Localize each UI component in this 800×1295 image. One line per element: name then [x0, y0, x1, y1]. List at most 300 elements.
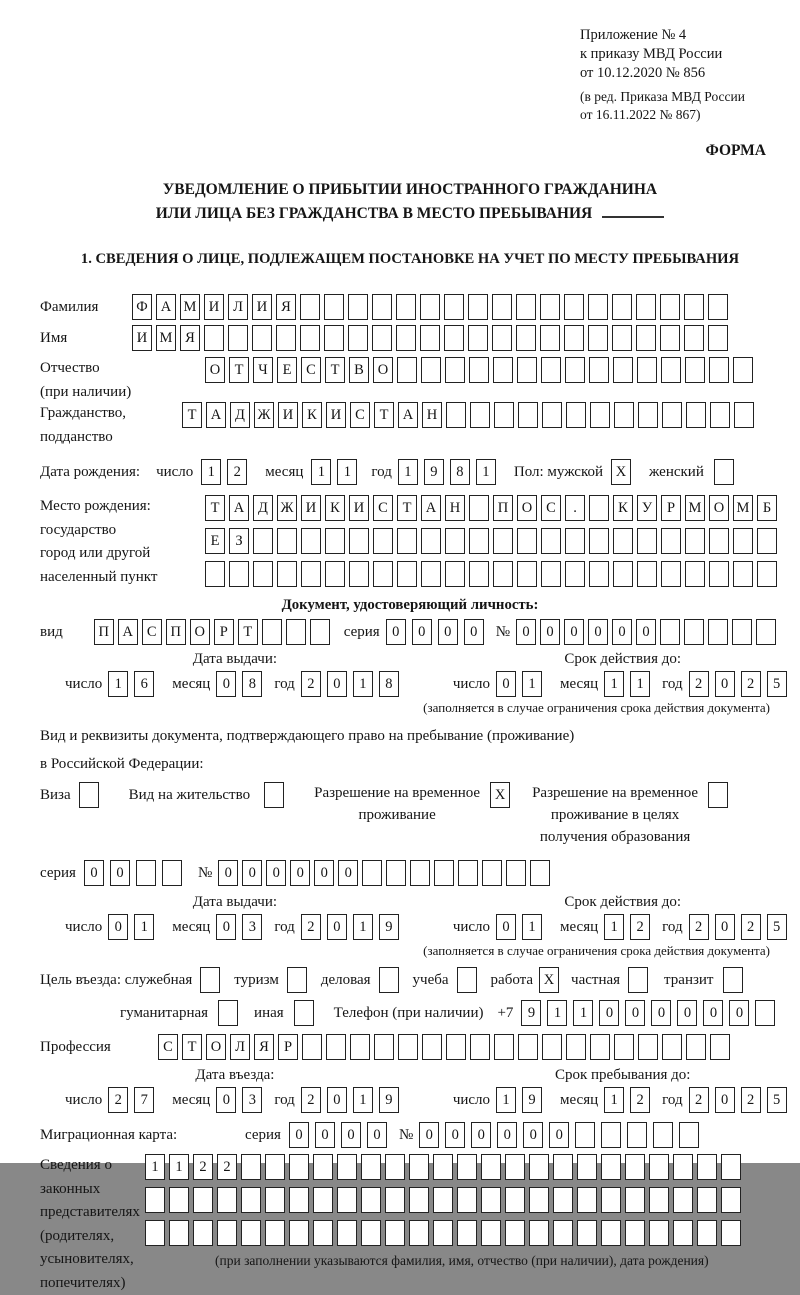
char-box[interactable]: П	[94, 619, 114, 645]
char-box[interactable]	[421, 357, 441, 383]
char-box[interactable]	[541, 528, 561, 554]
digit-box[interactable]: 0	[438, 619, 458, 645]
digit-box[interactable]: 0	[315, 1122, 335, 1148]
digit-box[interactable]: 2	[227, 459, 247, 485]
char-box[interactable]: И	[132, 325, 152, 351]
char-box[interactable]	[673, 1220, 693, 1246]
char-box[interactable]	[300, 325, 320, 351]
char-box[interactable]	[733, 528, 753, 554]
char-box[interactable]	[529, 1187, 549, 1213]
digit-box[interactable]: 0	[419, 1122, 439, 1148]
char-box[interactable]: П	[166, 619, 186, 645]
char-box[interactable]	[326, 1034, 346, 1060]
char-box[interactable]	[565, 528, 585, 554]
char-box[interactable]: Ж	[277, 495, 297, 521]
char-box[interactable]	[662, 402, 682, 428]
char-box[interactable]: О	[709, 495, 729, 521]
char-box[interactable]	[409, 1220, 429, 1246]
char-box[interactable]	[289, 1220, 309, 1246]
char-box[interactable]	[372, 325, 392, 351]
digit-box[interactable]: 0	[327, 1087, 347, 1113]
char-box[interactable]	[398, 1034, 418, 1060]
digit-box[interactable]: 0	[464, 619, 484, 645]
char-box[interactable]: Т	[205, 495, 225, 521]
digit-box[interactable]: 0	[471, 1122, 491, 1148]
digit-box[interactable]: 1	[134, 914, 154, 940]
char-box[interactable]: Я	[180, 325, 200, 351]
char-box[interactable]	[733, 561, 753, 587]
char-box[interactable]: О	[373, 357, 393, 383]
char-box[interactable]: И	[204, 294, 224, 320]
char-box[interactable]	[445, 528, 465, 554]
char-box[interactable]	[601, 1154, 621, 1180]
char-box[interactable]	[385, 1220, 405, 1246]
char-box[interactable]	[662, 1034, 682, 1060]
char-box[interactable]	[228, 325, 248, 351]
char-box[interactable]	[540, 325, 560, 351]
char-box[interactable]	[445, 561, 465, 587]
char-box[interactable]: 1	[145, 1154, 165, 1180]
char-box[interactable]	[457, 1220, 477, 1246]
char-box[interactable]: М	[685, 495, 705, 521]
char-box[interactable]	[277, 528, 297, 554]
char-box[interactable]	[590, 402, 610, 428]
digit-box[interactable]: 0	[216, 671, 236, 697]
char-box[interactable]	[348, 294, 368, 320]
char-box[interactable]	[577, 1154, 597, 1180]
char-box[interactable]	[541, 561, 561, 587]
digit-box[interactable]: 0	[290, 860, 310, 886]
digit-box[interactable]: 5	[767, 1087, 787, 1113]
char-box[interactable]	[493, 528, 513, 554]
char-box[interactable]: И	[278, 402, 298, 428]
char-box[interactable]	[542, 1034, 562, 1060]
char-box[interactable]: К	[613, 495, 633, 521]
char-box[interactable]	[446, 402, 466, 428]
digit-box[interactable]	[732, 619, 752, 645]
char-box[interactable]: Т	[229, 357, 249, 383]
digit-box[interactable]	[458, 860, 478, 886]
char-box[interactable]	[324, 325, 344, 351]
digit-box[interactable]: 0	[523, 1122, 543, 1148]
char-box[interactable]	[433, 1187, 453, 1213]
char-box[interactable]	[529, 1220, 549, 1246]
char-box[interactable]	[697, 1154, 717, 1180]
char-box[interactable]: 2	[217, 1154, 237, 1180]
char-box[interactable]	[709, 528, 729, 554]
char-box[interactable]	[469, 495, 489, 521]
char-box[interactable]	[468, 294, 488, 320]
digit-box[interactable]	[755, 1000, 775, 1026]
digit-box[interactable]	[679, 1122, 699, 1148]
char-box[interactable]	[614, 402, 634, 428]
digit-box[interactable]: 5	[767, 671, 787, 697]
char-box[interactable]	[589, 528, 609, 554]
char-box[interactable]: М	[180, 294, 200, 320]
char-box[interactable]	[649, 1154, 669, 1180]
char-box[interactable]: Л	[230, 1034, 250, 1060]
char-box[interactable]: П	[493, 495, 513, 521]
char-box[interactable]: Т	[325, 357, 345, 383]
char-box[interactable]	[457, 1154, 477, 1180]
char-box[interactable]	[373, 561, 393, 587]
digit-box[interactable]: 6	[134, 671, 154, 697]
char-box[interactable]: О	[206, 1034, 226, 1060]
digit-box[interactable]	[136, 860, 156, 886]
char-box[interactable]	[710, 402, 730, 428]
char-box[interactable]	[470, 402, 490, 428]
char-box[interactable]	[660, 325, 680, 351]
char-box[interactable]: К	[325, 495, 345, 521]
checkbox[interactable]	[708, 782, 728, 808]
char-box[interactable]	[541, 357, 561, 383]
digit-box[interactable]: 2	[689, 671, 709, 697]
char-box[interactable]	[601, 1220, 621, 1246]
digit-box[interactable]: 1	[353, 671, 373, 697]
char-box[interactable]	[516, 294, 536, 320]
digit-box[interactable]: 0	[216, 1087, 236, 1113]
char-box[interactable]	[517, 561, 537, 587]
char-box[interactable]	[350, 1034, 370, 1060]
char-box[interactable]: А	[398, 402, 418, 428]
char-box[interactable]	[685, 528, 705, 554]
char-box[interactable]: А	[118, 619, 138, 645]
char-box[interactable]	[409, 1154, 429, 1180]
digit-box[interactable]: 3	[242, 914, 262, 940]
checkbox[interactable]	[379, 967, 399, 993]
digit-box[interactable]: 0	[729, 1000, 749, 1026]
digit-box[interactable]: 1	[398, 459, 418, 485]
checkbox[interactable]: X	[611, 459, 631, 485]
char-box[interactable]	[397, 561, 417, 587]
char-box[interactable]: С	[350, 402, 370, 428]
char-box[interactable]: Т	[374, 402, 394, 428]
char-box[interactable]	[361, 1220, 381, 1246]
digit-box[interactable]: 0	[108, 914, 128, 940]
char-box[interactable]	[433, 1220, 453, 1246]
checkbox[interactable]	[79, 782, 99, 808]
char-box[interactable]: Д	[230, 402, 250, 428]
digit-box[interactable]: 2	[108, 1087, 128, 1113]
digit-box[interactable]	[386, 860, 406, 886]
digit-box[interactable]: 0	[218, 860, 238, 886]
char-box[interactable]: А	[229, 495, 249, 521]
char-box[interactable]	[673, 1154, 693, 1180]
char-box[interactable]	[660, 294, 680, 320]
digit-box[interactable]	[362, 860, 382, 886]
char-box[interactable]: О	[190, 619, 210, 645]
digit-box[interactable]: 1	[476, 459, 496, 485]
digit-box[interactable]	[530, 860, 550, 886]
digit-box[interactable]: 0	[677, 1000, 697, 1026]
char-box[interactable]	[553, 1187, 573, 1213]
digit-box[interactable]: 0	[242, 860, 262, 886]
digit-box[interactable]: 2	[741, 914, 761, 940]
digit-box[interactable]: 9	[521, 1000, 541, 1026]
char-box[interactable]: Я	[254, 1034, 274, 1060]
digit-box[interactable]	[434, 860, 454, 886]
char-box[interactable]	[145, 1187, 165, 1213]
digit-box[interactable]: 1	[604, 671, 624, 697]
char-box[interactable]	[469, 357, 489, 383]
char-box[interactable]	[733, 357, 753, 383]
char-box[interactable]	[637, 561, 657, 587]
char-box[interactable]	[708, 325, 728, 351]
digit-box[interactable]: 1	[337, 459, 357, 485]
digit-box[interactable]: 0	[564, 619, 584, 645]
char-box[interactable]	[638, 402, 658, 428]
digit-box[interactable]: 0	[216, 914, 236, 940]
char-box[interactable]: А	[206, 402, 226, 428]
digit-box[interactable]: 0	[84, 860, 104, 886]
char-box[interactable]: 1	[169, 1154, 189, 1180]
char-box[interactable]	[686, 1034, 706, 1060]
char-box[interactable]	[637, 357, 657, 383]
char-box[interactable]	[529, 1154, 549, 1180]
digit-box[interactable]: 2	[741, 1087, 761, 1113]
char-box[interactable]	[229, 561, 249, 587]
digit-box[interactable]: 0	[496, 914, 516, 940]
digit-box[interactable]: 0	[110, 860, 130, 886]
digit-box[interactable]: 3	[242, 1087, 262, 1113]
checkbox[interactable]	[264, 782, 284, 808]
char-box[interactable]: 2	[193, 1154, 213, 1180]
digit-box[interactable]	[506, 860, 526, 886]
char-box[interactable]: С	[301, 357, 321, 383]
char-box[interactable]	[385, 1187, 405, 1213]
char-box[interactable]	[205, 561, 225, 587]
char-box[interactable]	[612, 325, 632, 351]
digit-box[interactable]: 0	[636, 619, 656, 645]
digit-box[interactable]: 1	[547, 1000, 567, 1026]
digit-box[interactable]: 0	[338, 860, 358, 886]
char-box[interactable]	[337, 1220, 357, 1246]
digit-box[interactable]: 1	[522, 671, 542, 697]
char-box[interactable]	[588, 294, 608, 320]
digit-box[interactable]: 0	[289, 1122, 309, 1148]
digit-box[interactable]: 0	[715, 914, 735, 940]
char-box[interactable]	[613, 561, 633, 587]
char-box[interactable]	[638, 1034, 658, 1060]
checkbox[interactable]: X	[490, 782, 510, 808]
digit-box[interactable]: 1	[496, 1087, 516, 1113]
char-box[interactable]	[253, 528, 273, 554]
char-box[interactable]: С	[541, 495, 561, 521]
char-box[interactable]	[301, 528, 321, 554]
char-box[interactable]	[684, 294, 704, 320]
char-box[interactable]: К	[302, 402, 322, 428]
digit-box[interactable]	[653, 1122, 673, 1148]
char-box[interactable]	[564, 325, 584, 351]
char-box[interactable]	[612, 294, 632, 320]
char-box[interactable]: Р	[278, 1034, 298, 1060]
digit-box[interactable]: 0	[540, 619, 560, 645]
char-box[interactable]: С	[373, 495, 393, 521]
char-box[interactable]	[444, 325, 464, 351]
char-box[interactable]	[301, 561, 321, 587]
char-box[interactable]	[566, 1034, 586, 1060]
char-box[interactable]	[313, 1220, 333, 1246]
char-box[interactable]	[673, 1187, 693, 1213]
char-box[interactable]: Л	[228, 294, 248, 320]
char-box[interactable]	[349, 561, 369, 587]
char-box[interactable]	[721, 1154, 741, 1180]
char-box[interactable]	[169, 1187, 189, 1213]
char-box[interactable]	[684, 325, 704, 351]
char-box[interactable]: Р	[214, 619, 234, 645]
char-box[interactable]	[313, 1187, 333, 1213]
digit-box[interactable]: 0	[266, 860, 286, 886]
checkbox[interactable]	[628, 967, 648, 993]
char-box[interactable]	[493, 561, 513, 587]
digit-box[interactable]: 0	[386, 619, 406, 645]
char-box[interactable]: Т	[182, 402, 202, 428]
char-box[interactable]	[709, 357, 729, 383]
char-box[interactable]	[445, 357, 465, 383]
char-box[interactable]	[517, 528, 537, 554]
char-box[interactable]	[361, 1154, 381, 1180]
checkbox[interactable]	[200, 967, 220, 993]
digit-box[interactable]: 0	[625, 1000, 645, 1026]
digit-box[interactable]: 0	[412, 619, 432, 645]
digit-box[interactable]	[410, 860, 430, 886]
char-box[interactable]	[325, 561, 345, 587]
char-box[interactable]	[505, 1187, 525, 1213]
digit-box[interactable]: 0	[715, 671, 735, 697]
char-box[interactable]	[241, 1187, 261, 1213]
char-box[interactable]: И	[252, 294, 272, 320]
digit-box[interactable]: 0	[314, 860, 334, 886]
char-box[interactable]: Е	[277, 357, 297, 383]
char-box[interactable]	[565, 561, 585, 587]
char-box[interactable]	[517, 357, 537, 383]
char-box[interactable]	[553, 1154, 573, 1180]
char-box[interactable]	[286, 619, 306, 645]
char-box[interactable]: О	[205, 357, 225, 383]
char-box[interactable]	[421, 528, 441, 554]
digit-box[interactable]: 1	[108, 671, 128, 697]
char-box[interactable]: Ж	[254, 402, 274, 428]
char-box[interactable]	[636, 294, 656, 320]
char-box[interactable]	[433, 1154, 453, 1180]
char-box[interactable]	[540, 294, 560, 320]
digit-box[interactable]	[162, 860, 182, 886]
char-box[interactable]	[409, 1187, 429, 1213]
char-box[interactable]	[685, 561, 705, 587]
digit-box[interactable]: 0	[327, 671, 347, 697]
char-box[interactable]	[721, 1220, 741, 1246]
char-box[interactable]	[470, 1034, 490, 1060]
checkbox[interactable]	[287, 967, 307, 993]
char-box[interactable]	[661, 561, 681, 587]
digit-box[interactable]: 2	[301, 1087, 321, 1113]
digit-box[interactable]: 0	[496, 671, 516, 697]
char-box[interactable]: О	[517, 495, 537, 521]
char-box[interactable]	[577, 1220, 597, 1246]
char-box[interactable]	[396, 294, 416, 320]
char-box[interactable]: А	[156, 294, 176, 320]
digit-box[interactable]: 0	[651, 1000, 671, 1026]
char-box[interactable]	[757, 561, 777, 587]
char-box[interactable]	[396, 325, 416, 351]
char-box[interactable]	[145, 1220, 165, 1246]
digit-box[interactable]	[627, 1122, 647, 1148]
digit-box[interactable]: 8	[450, 459, 470, 485]
digit-box[interactable]: 2	[630, 1087, 650, 1113]
char-box[interactable]	[553, 1220, 573, 1246]
char-box[interactable]	[302, 1034, 322, 1060]
char-box[interactable]	[169, 1220, 189, 1246]
char-box[interactable]	[685, 357, 705, 383]
digit-box[interactable]: 2	[630, 914, 650, 940]
digit-box[interactable]: 1	[522, 914, 542, 940]
char-box[interactable]: И	[326, 402, 346, 428]
char-box[interactable]	[481, 1220, 501, 1246]
char-box[interactable]: М	[733, 495, 753, 521]
char-box[interactable]	[420, 294, 440, 320]
checkbox[interactable]: X	[539, 967, 559, 993]
char-box[interactable]	[625, 1220, 645, 1246]
digit-box[interactable]: 1	[604, 1087, 624, 1113]
digit-box[interactable]	[660, 619, 680, 645]
digit-box[interactable]: 0	[327, 914, 347, 940]
char-box[interactable]	[542, 402, 562, 428]
char-box[interactable]	[589, 561, 609, 587]
char-box[interactable]	[494, 1034, 514, 1060]
digit-box[interactable]: 1	[353, 914, 373, 940]
digit-box[interactable]: 1	[573, 1000, 593, 1026]
char-box[interactable]	[565, 357, 585, 383]
digit-box[interactable]: 2	[689, 1087, 709, 1113]
char-box[interactable]	[601, 1187, 621, 1213]
digit-box[interactable]	[684, 619, 704, 645]
char-box[interactable]	[422, 1034, 442, 1060]
char-box[interactable]	[589, 357, 609, 383]
checkbox[interactable]	[714, 459, 734, 485]
char-box[interactable]: З	[229, 528, 249, 554]
char-box[interactable]: Е	[205, 528, 225, 554]
digit-box[interactable]: 0	[341, 1122, 361, 1148]
digit-box[interactable]: 8	[242, 671, 262, 697]
digit-box[interactable]: 2	[301, 671, 321, 697]
char-box[interactable]: М	[156, 325, 176, 351]
char-box[interactable]: И	[301, 495, 321, 521]
char-box[interactable]	[374, 1034, 394, 1060]
char-box[interactable]	[637, 528, 657, 554]
digit-box[interactable]	[708, 619, 728, 645]
char-box[interactable]	[661, 357, 681, 383]
checkbox[interactable]	[218, 1000, 238, 1026]
char-box[interactable]	[625, 1154, 645, 1180]
digit-box[interactable]: 0	[516, 619, 536, 645]
char-box[interactable]	[337, 1187, 357, 1213]
char-box[interactable]: Т	[397, 495, 417, 521]
char-box[interactable]	[697, 1187, 717, 1213]
digit-box[interactable]: 1	[353, 1087, 373, 1113]
digit-box[interactable]: 0	[445, 1122, 465, 1148]
char-box[interactable]	[710, 1034, 730, 1060]
char-box[interactable]: Б	[757, 495, 777, 521]
char-box[interactable]	[217, 1220, 237, 1246]
char-box[interactable]: С	[158, 1034, 178, 1060]
char-box[interactable]	[494, 402, 514, 428]
char-box[interactable]	[325, 528, 345, 554]
char-box[interactable]	[614, 1034, 634, 1060]
char-box[interactable]	[686, 402, 706, 428]
char-box[interactable]: И	[349, 495, 369, 521]
digit-box[interactable]: 9	[379, 1087, 399, 1113]
digit-box[interactable]: 8	[379, 671, 399, 697]
